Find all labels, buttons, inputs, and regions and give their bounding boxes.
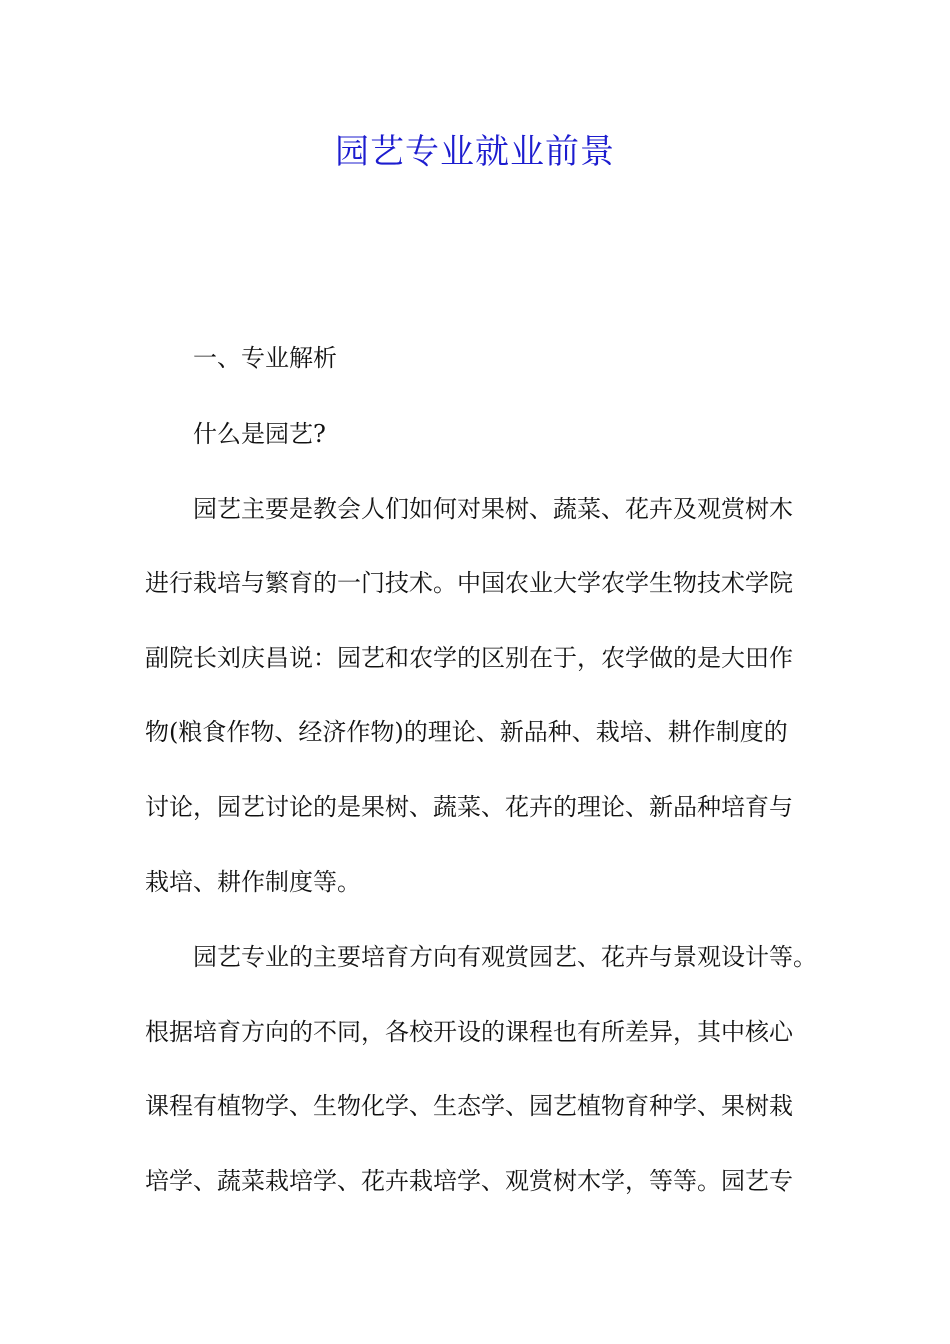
paragraph-line: 园艺专业的主要培育方向有观赏园艺、花卉与景观设计等。 xyxy=(193,943,817,971)
paragraph-line: 栽培、耕作制度等。 xyxy=(145,868,361,896)
paragraph-line: 物(粮食作物、经济作物)的理论、新品种、栽培、耕作制度的 xyxy=(145,718,788,746)
section-heading: 一、专业解析 xyxy=(193,344,337,372)
paragraph-line: 培学、蔬菜栽培学、花卉栽培学、观赏树木学，等等。园艺专 xyxy=(145,1167,793,1195)
paragraph-line: 课程有植物学、生物化学、生态学、园艺植物育种学、果树栽 xyxy=(145,1092,793,1120)
paragraph-line: 进行栽培与繁育的一门技术。中国农业大学农学生物技术学院 xyxy=(145,569,793,597)
document-title: 园艺专业就业前景 xyxy=(335,132,615,172)
paragraph-line: 园艺主要是教会人们如何对果树、蔬菜、花卉及观赏树木 xyxy=(193,495,793,523)
paragraph-line: 副院长刘庆昌说：园艺和农学的区别在于，农学做的是大田作 xyxy=(145,644,793,672)
paragraph-line: 根据培育方向的不同，各校开设的课程也有所差异，其中核心 xyxy=(145,1018,793,1046)
subheading-question: 什么是园艺? xyxy=(193,420,326,448)
paragraph-line: 讨论，园艺讨论的是果树、蔬菜、花卉的理论、新品种培育与 xyxy=(145,793,793,821)
